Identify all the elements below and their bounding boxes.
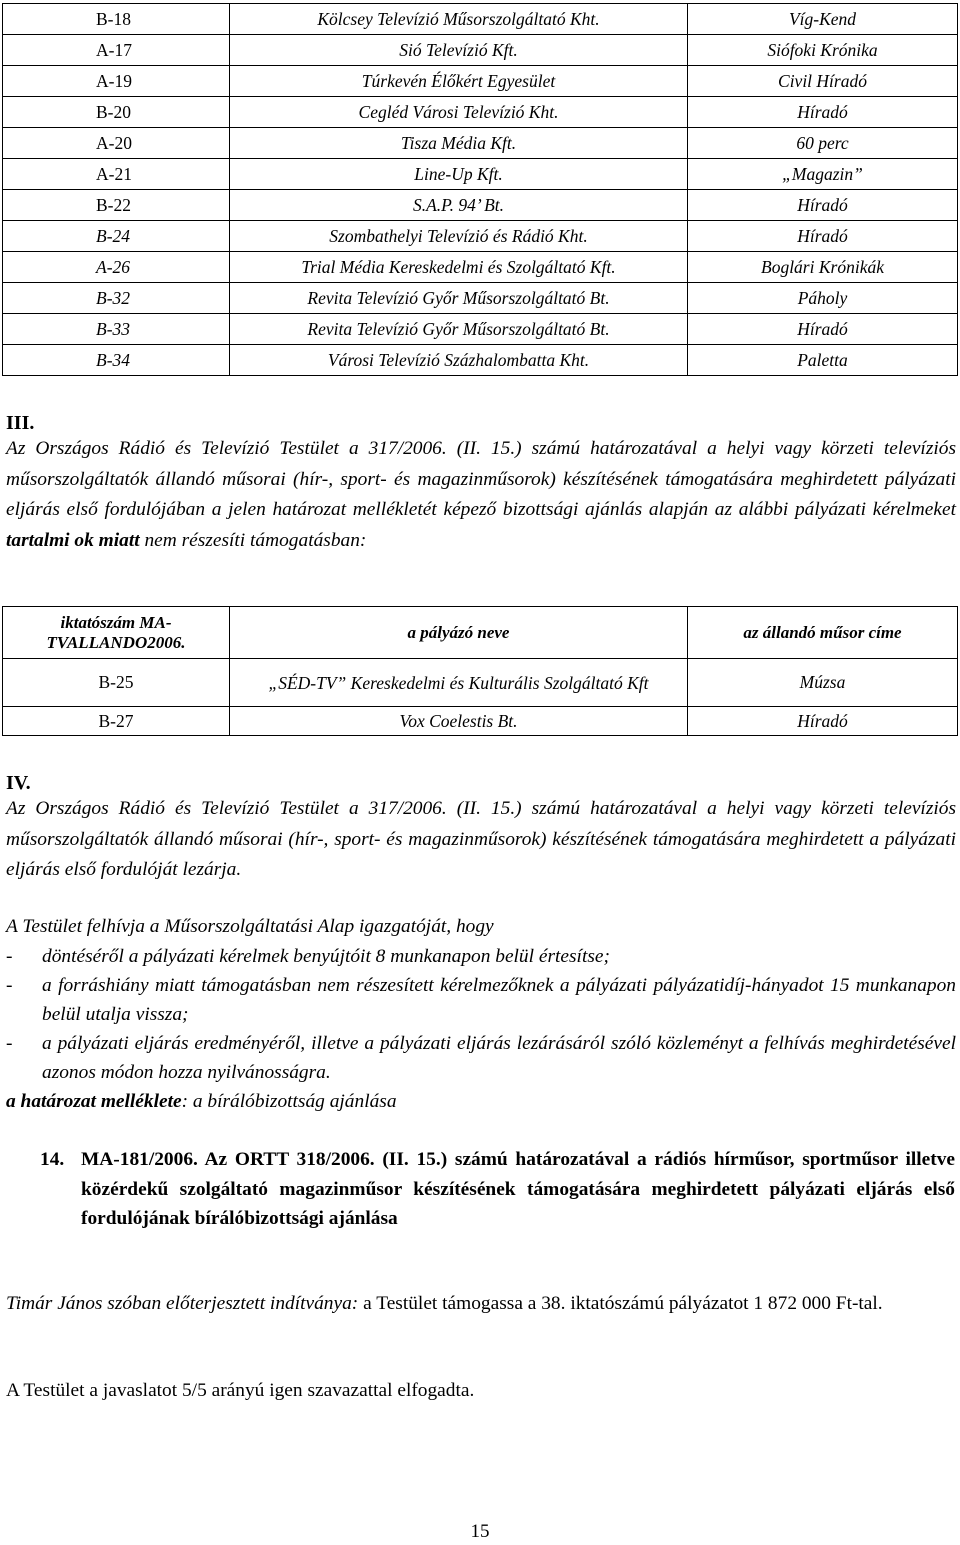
- table-row: [3, 128, 958, 159]
- cell-program: Híradó: [688, 221, 958, 252]
- cell-id: B-18: [3, 4, 230, 35]
- cell-name: Városi Televízió Százhalombatta Kht.: [230, 345, 688, 376]
- vote-result: A Testület a javaslatot 5/5 arányú igen szavazattal elfogadta.: [6, 1380, 475, 1401]
- cell-id: A-21: [3, 159, 230, 190]
- cell-id: B-33: [3, 314, 230, 345]
- call-intro: A Testület felhívja a Műsorszolgáltatási Alap igazgatóját, hogy: [6, 916, 494, 937]
- cell-program: Híradó: [688, 97, 958, 128]
- cell-program: Híradó: [688, 314, 958, 345]
- section-4-heading: IV.: [6, 772, 31, 794]
- annex-line: a határozat melléklete: a bírálóbizottság ajánlása: [6, 1091, 397, 1112]
- cell-name: Szombathelyi Televízió és Rádió Kht.: [230, 221, 688, 252]
- cell-name: Sió Televízió Kft.: [230, 35, 688, 66]
- cell-id: A-19: [3, 66, 230, 97]
- table-row: [3, 97, 958, 128]
- cell-program: 60 perc: [688, 128, 958, 159]
- cell-program: Paletta: [688, 345, 958, 376]
- table-row: [3, 159, 958, 190]
- cell-program: Civil Híradó: [688, 66, 958, 97]
- table-row: [3, 252, 958, 283]
- cell-id: A-20: [3, 128, 230, 159]
- cell-id: B-32: [3, 283, 230, 314]
- table-row: [3, 66, 958, 97]
- cell-program: „Magazin”: [688, 159, 958, 190]
- list-item: - a pályázati eljárás eredményéről, illetve a pályázati eljárás lezárásáról szóló közleményt a felhívás meghirdetésével azonos módon hozza nyilvánosságra.: [6, 1033, 956, 1083]
- section-3-heading: III.: [6, 412, 35, 434]
- cell-program: Páholy: [688, 283, 958, 314]
- section-3-text: Az Országos Rádió és Televízió Testület a 317/2006. (II. 15.) számú határozatával a helyi vagy körzeti televíziós műsorszolgáltatók állandó műsorai (hír-, sport- és magazinműsorok) készítésének támogatására meghirdetett pályázati eljárás első fordulójában a jelen határozat mellékletét képező bizottsági ajánlás alapján az alábbi pályázati kérelmeket tartalmi ok miatt nem részesíti támogatásban:: [6, 438, 956, 551]
- list-item: - a forráshiány miatt támogatásban nem részesített kérelmezőknek a pályázati pályázatidíj-hányadot 15 munkanapon belül utalja vissza;: [6, 975, 956, 1025]
- section-4-text: Az Országos Rádió és Televízió Testület a 317/2006. (II. 15.) számú határozatával a helyi vagy körzeti televíziós műsorszolgáltatók állandó műsorai (hír-, sport- és magazinműsorok) készítésének támogatására meghirdetett a pályázati eljárás első fordulóját lezárja.: [6, 798, 956, 880]
- cell-program: Siófoki Krónika: [688, 35, 958, 66]
- cell-name: Cegléd Városi Televízió Kht.: [230, 97, 688, 128]
- cell-name: Revita Televízió Győr Műsorszolgáltató Bt.: [230, 314, 688, 345]
- table-row: [3, 190, 958, 221]
- cell-id: B-20: [3, 97, 230, 128]
- table-row: [3, 314, 958, 345]
- cell-id: B-22: [3, 190, 230, 221]
- cell-name: Kölcsey Televízió Műsorszolgáltató Kht.: [230, 4, 688, 35]
- cell-program: Boglári Krónikák: [688, 252, 958, 283]
- cell-name: Revita Televízió Győr Műsorszolgáltató Bt.: [230, 283, 688, 314]
- header-id: iktatószám MA-TVALLANDO2006.: [3, 607, 230, 659]
- rejected-table: [2, 606, 958, 736]
- table-row: [3, 345, 958, 376]
- cell-program: Híradó: [688, 190, 958, 221]
- motion-text: Timár János szóban előterjesztett indítványa: a Testület támogassa a 38. iktatószámú pályázatot 1 872 000 Ft-tal.: [6, 1293, 883, 1314]
- page-number: 15: [470, 1521, 490, 1542]
- section-14-title: 14. MA-181/2006. Az ORTT 318/2006. (II. 15.) számú határozatával a rádiós hírműsor, sportműsor illetve közérdekű szolgáltató magazinműsor készítésének támogatására meghirdetett pályázati eljárás első fordulójának bírálóbizottsági ajánlása: [40, 1149, 955, 1229]
- cell-name: Line-Up Kft.: [230, 159, 688, 190]
- cell-name: S.A.P. 94’ Bt.: [230, 190, 688, 221]
- header-name: a pályázó neve: [230, 607, 688, 659]
- table-row: B-27 Vox Coelestis Bt. Híradó: [3, 707, 958, 736]
- cell-id: B-34: [3, 345, 230, 376]
- cell-name: Tisza Média Kft.: [230, 128, 688, 159]
- cell-program: Víg-Kend: [688, 4, 958, 35]
- header-program: az állandó műsor címe: [688, 607, 958, 659]
- cell-id: A-26: [3, 252, 230, 283]
- table-row: [3, 35, 958, 66]
- funding-table: [2, 3, 958, 376]
- cell-name: Túrkevén Élőkért Egyesület: [230, 66, 688, 97]
- cell-id: A-17: [3, 35, 230, 66]
- table-row: B-25 „SÉD-TV” Kereskedelmi és Kulturális Szolgáltató Kft Múzsa: [3, 659, 958, 707]
- table-row: [3, 4, 958, 35]
- table-row: [3, 283, 958, 314]
- list-item: - döntéséről a pályázati kérelmek benyújtóit 8 munkanapon belül értesítse;: [6, 946, 610, 967]
- cell-name: Trial Média Kereskedelmi és Szolgáltató Kft.: [230, 252, 688, 283]
- table-row: [3, 221, 958, 252]
- cell-id: B-24: [3, 221, 230, 252]
